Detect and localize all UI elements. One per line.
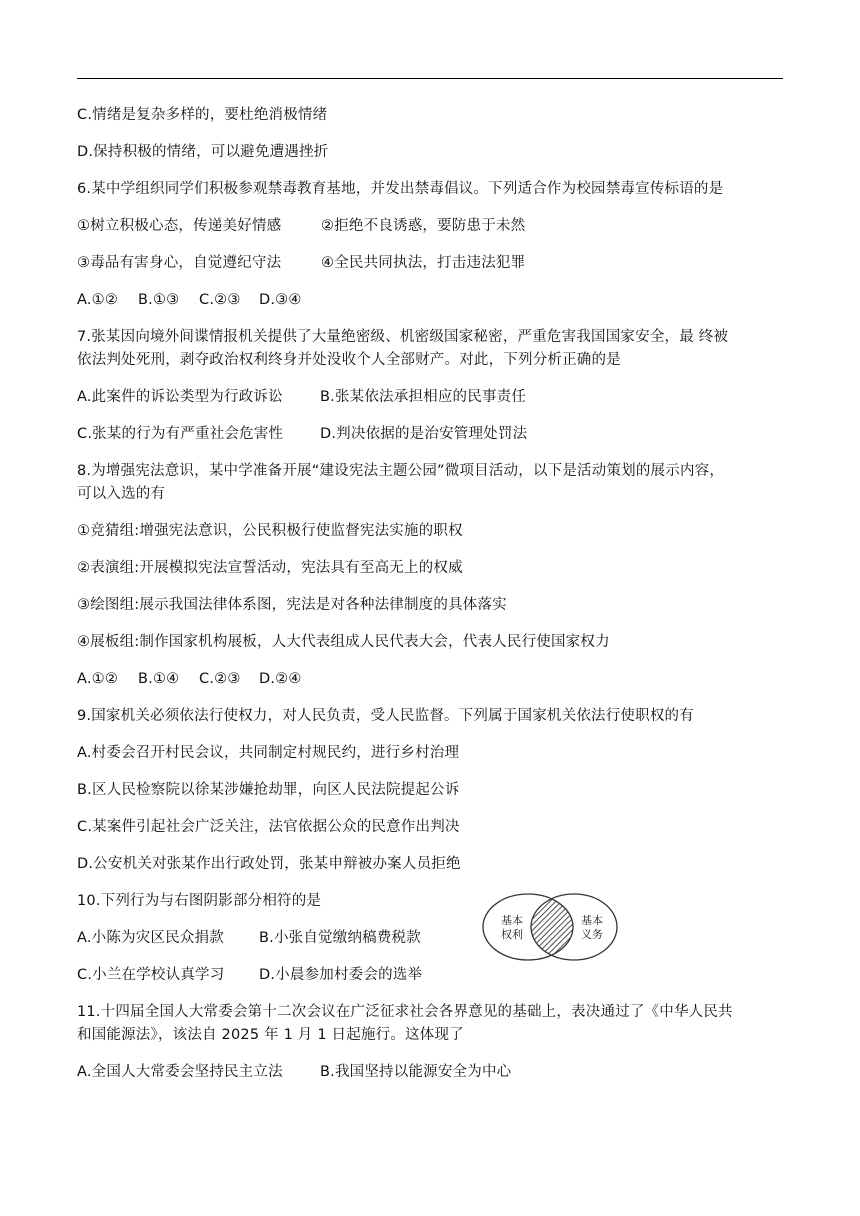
q9-option-b: B.区人民检察院以徐某涉嫌抢劫罪，向区人民法院提起公诉 [77,782,460,798]
q7-option-d: D.判决依据的是治安管理处罚法 [320,426,528,442]
q8-item-1: ①竞猜组:增强宪法意识，公民积极行使监督宪法实施的职权 [77,523,463,539]
q8-item-3: ③绘图组:展示我国法律体系图，宪法是对各种法律制度的具体落实 [77,597,507,613]
q10-option-d: D.小晨参加村委会的选举 [259,967,423,983]
q11-stem-line2: 和国能源法》，该法自 2025 年 1 月 1 日起施行。这体现了 [77,1027,464,1043]
q10-stem: 10.下列行为与右图阴影部分相符的是 [77,893,322,909]
q6-item-4: ④全民共同执法，打击违法犯罪 [321,255,526,271]
q11-option-a: A.全国人大常委会坚持民主立法 [77,1064,283,1080]
venn-right-label-2: 义务 [581,928,603,941]
q6-options [77,290,302,310]
q6-items-1-2 [77,216,525,236]
q6-option-a: A.①② [77,292,119,308]
q8-item-4: ④展板组:制作国家机构展板，人大代表组成人民代表大会，代表人民行使国家权力 [77,634,610,650]
q8-option-a: A.①② [77,671,119,687]
q8-stem-line1: 8.为增强宪法意识，某中学准备开展“建设宪法主题公园”微项目活动，以下是活动策划的展示内容， [77,463,725,479]
q6-option-c: C.②③ [199,292,241,308]
q8-option-b: B.①④ [138,671,180,687]
venn-left-label-2: 权利 [501,928,523,941]
q10-options-a-b [77,928,421,948]
q6-items-3-4 [77,253,525,273]
q11-option-b: B.我国坚持以能源安全为中心 [320,1064,512,1080]
q6-item-3: ③毒品有害身心，自觉遵纪守法 [77,255,282,271]
q7-option-b: B.张某依法承担相应的民事责任 [320,389,527,405]
q7-stem-line1: 7.张某因向境外间谍情报机关提供了大量绝密级、机密级国家秘密，严重危害我国国家安全，最 终被 [77,329,729,345]
q8-stem-line2: 可以入选的有 [77,486,166,502]
q8-option-c: C.②③ [199,671,241,687]
q7-stem-line2: 依法判处死刑，剥夺政治权利终身并处没收个人全部财产。对此，下列分析正确的是 [77,352,621,368]
q8-item-2: ②表演组:开展模拟宪法宣誓活动，宪法具有至高无上的权威 [77,560,463,576]
q6-item-2: ②拒绝不良诱惑，要防患于未然 [321,218,526,234]
header-rule [77,78,783,79]
q10-option-b: B.小张自觉缴纳稿费税款 [259,930,421,946]
q5-option-d: D.保持积极的情绪，可以避免遭遇挫折 [77,144,329,160]
q9-option-c: C.某案件引起社会广泛关注，法官依据公众的民意作出判决 [77,819,460,835]
q6-stem: 6.某中学组织同学们积极参观禁毒教育基地，并发出禁毒倡议。下列适合作为校园禁毒宣传标语的是 [77,181,724,197]
q6-option-d: D.③④ [259,292,302,308]
q6-item-1: ①树立积极心态，传递美好情感 [77,218,282,234]
q10-option-c: C.小兰在学校认真学习 [77,967,225,983]
q9-option-d: D.公安机关对张某作出行政处罚，张某申辩被办案人员拒绝 [77,856,461,872]
q8-option-d: D.②④ [259,671,302,687]
venn-diagram [478,888,624,966]
q9-stem: 9.国家机关必须依法行使权力，对人民负责，受人民监督。下列属于国家机关依法行使职权的有 [77,708,694,724]
q11-options-a-b [77,1062,511,1082]
venn-right-label-1: 基本 [581,914,603,927]
venn-left-label-1: 基本 [501,914,523,927]
q7-options-c-d [77,424,527,444]
q10-option-a: A.小陈为灾区民众捐款 [77,930,224,946]
q6-option-b: B.①③ [138,292,180,308]
q5-option-c: C.情绪是复杂多样的，要杜绝消极情绪 [77,107,328,123]
q8-options [77,669,302,689]
q7-options-a-b [77,387,526,407]
q7-option-c: C.张某的行为有严重社会危害性 [77,426,284,442]
q10-options-c-d [77,965,422,985]
q11-stem-line1: 11.十四届全国人大常委会第十二次会议在广泛征求社会各界意见的基础上，表决通过了《中华人民共 [77,1004,733,1020]
q9-option-a: A.村委会召开村民会议，共同制定村规民约，进行乡村治理 [77,745,460,761]
q7-option-a: A.此案件的诉讼类型为行政诉讼 [77,389,283,405]
